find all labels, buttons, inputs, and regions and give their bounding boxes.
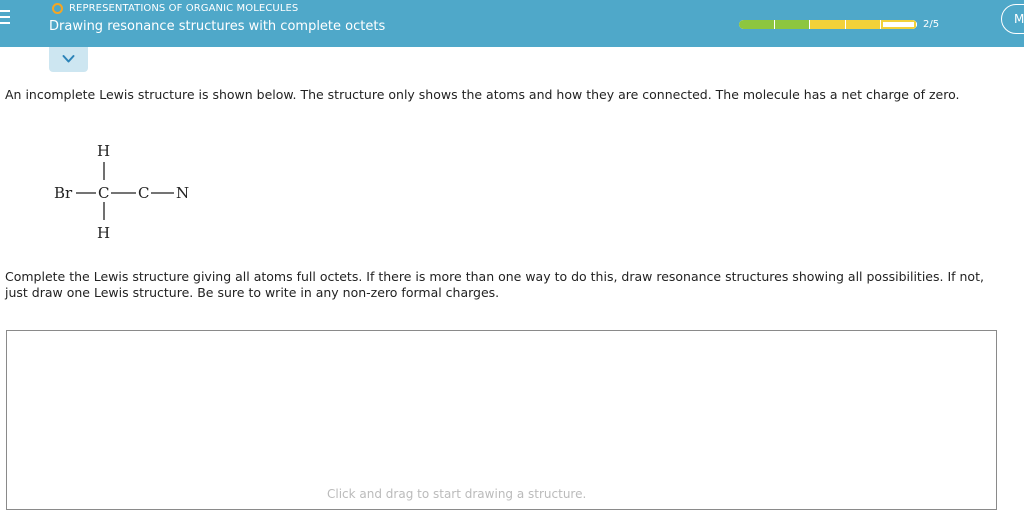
- progress-segment: [739, 20, 775, 29]
- question-intro: An incomplete Lewis structure is shown below. The structure only shows the atoms and how they are connected. The molecule has a net charge of zero.: [5, 87, 960, 102]
- lewis-structure: [50, 140, 210, 245]
- atom-top-h: H: [97, 142, 111, 160]
- atom-c1: C: [98, 184, 110, 202]
- progress-bar: [739, 20, 917, 29]
- canvas-hint: Click and drag to start drawing a structure.: [327, 487, 587, 501]
- drawing-canvas[interactable]: [6, 330, 997, 510]
- progress-segment: [881, 20, 917, 29]
- header-bar: [0, 0, 1024, 47]
- progress-segment: [810, 20, 846, 29]
- atom-bottom-h: H: [97, 224, 111, 242]
- atom-c2: C: [138, 184, 150, 202]
- topic-row: [52, 3, 298, 14]
- ring-icon: [52, 3, 63, 14]
- progress-segment: [775, 20, 811, 29]
- progress-label: 2/5: [923, 19, 940, 30]
- collapse-button[interactable]: [49, 47, 88, 72]
- progress-segment: [846, 20, 882, 29]
- hamburger-menu-icon[interactable]: [0, 10, 13, 26]
- avatar[interactable]: M: [1001, 4, 1024, 34]
- page-title: Drawing resonance structures with complete octets: [49, 19, 386, 34]
- chevron-down-icon: [62, 54, 75, 64]
- question-instructions: Complete the Lewis structure giving all atoms full octets. If there is more than one way to do this, draw resonance structures showing all possibilities. If not, just draw one Lewis structure. Be sure to write in any non-zero formal charges.: [5, 269, 984, 300]
- atom-br: Br: [54, 184, 73, 202]
- topic-label: REPRESENTATIONS OF ORGANIC MOLECULES: [69, 3, 299, 14]
- atom-n: N: [176, 184, 190, 202]
